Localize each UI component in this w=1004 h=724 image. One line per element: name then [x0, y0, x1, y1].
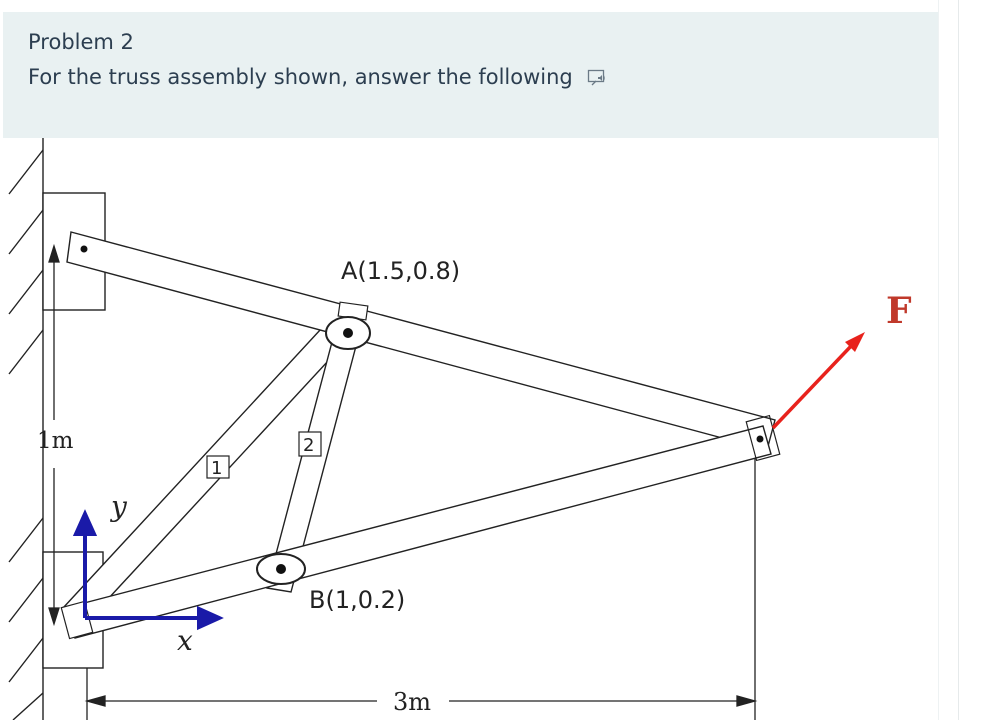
- point-a-label: A(1.5,0.8): [341, 257, 461, 285]
- y-axis-label: y: [111, 490, 127, 523]
- force-label: F: [886, 290, 912, 332]
- point-b-label: B(1,0.2): [309, 586, 406, 614]
- content-panel: [3, 12, 938, 720]
- right-margin: [938, 0, 1004, 720]
- height-dim-label: 1m: [37, 428, 74, 454]
- truss-figure: [3, 138, 938, 720]
- member-1-label: 1: [211, 458, 223, 479]
- x-axis-label: x: [177, 624, 193, 657]
- pin-right: [757, 436, 764, 443]
- speaker-icon[interactable]: [587, 67, 607, 87]
- force-arrow: [773, 332, 865, 428]
- problem-title: Problem 2: [28, 30, 134, 54]
- problem-prompt: [28, 65, 607, 89]
- pin-b: [276, 564, 286, 574]
- scrollbar-track[interactable]: [958, 0, 959, 720]
- pin-a: [343, 328, 353, 338]
- member-2-label: 2: [303, 435, 315, 456]
- width-dim-label: 3m: [393, 688, 432, 716]
- pin-top-left: [81, 246, 88, 253]
- bottom-bar: [65, 426, 771, 638]
- prompt-text: For the truss assembly shown, answer the following: [28, 65, 573, 89]
- question-header: [3, 12, 938, 138]
